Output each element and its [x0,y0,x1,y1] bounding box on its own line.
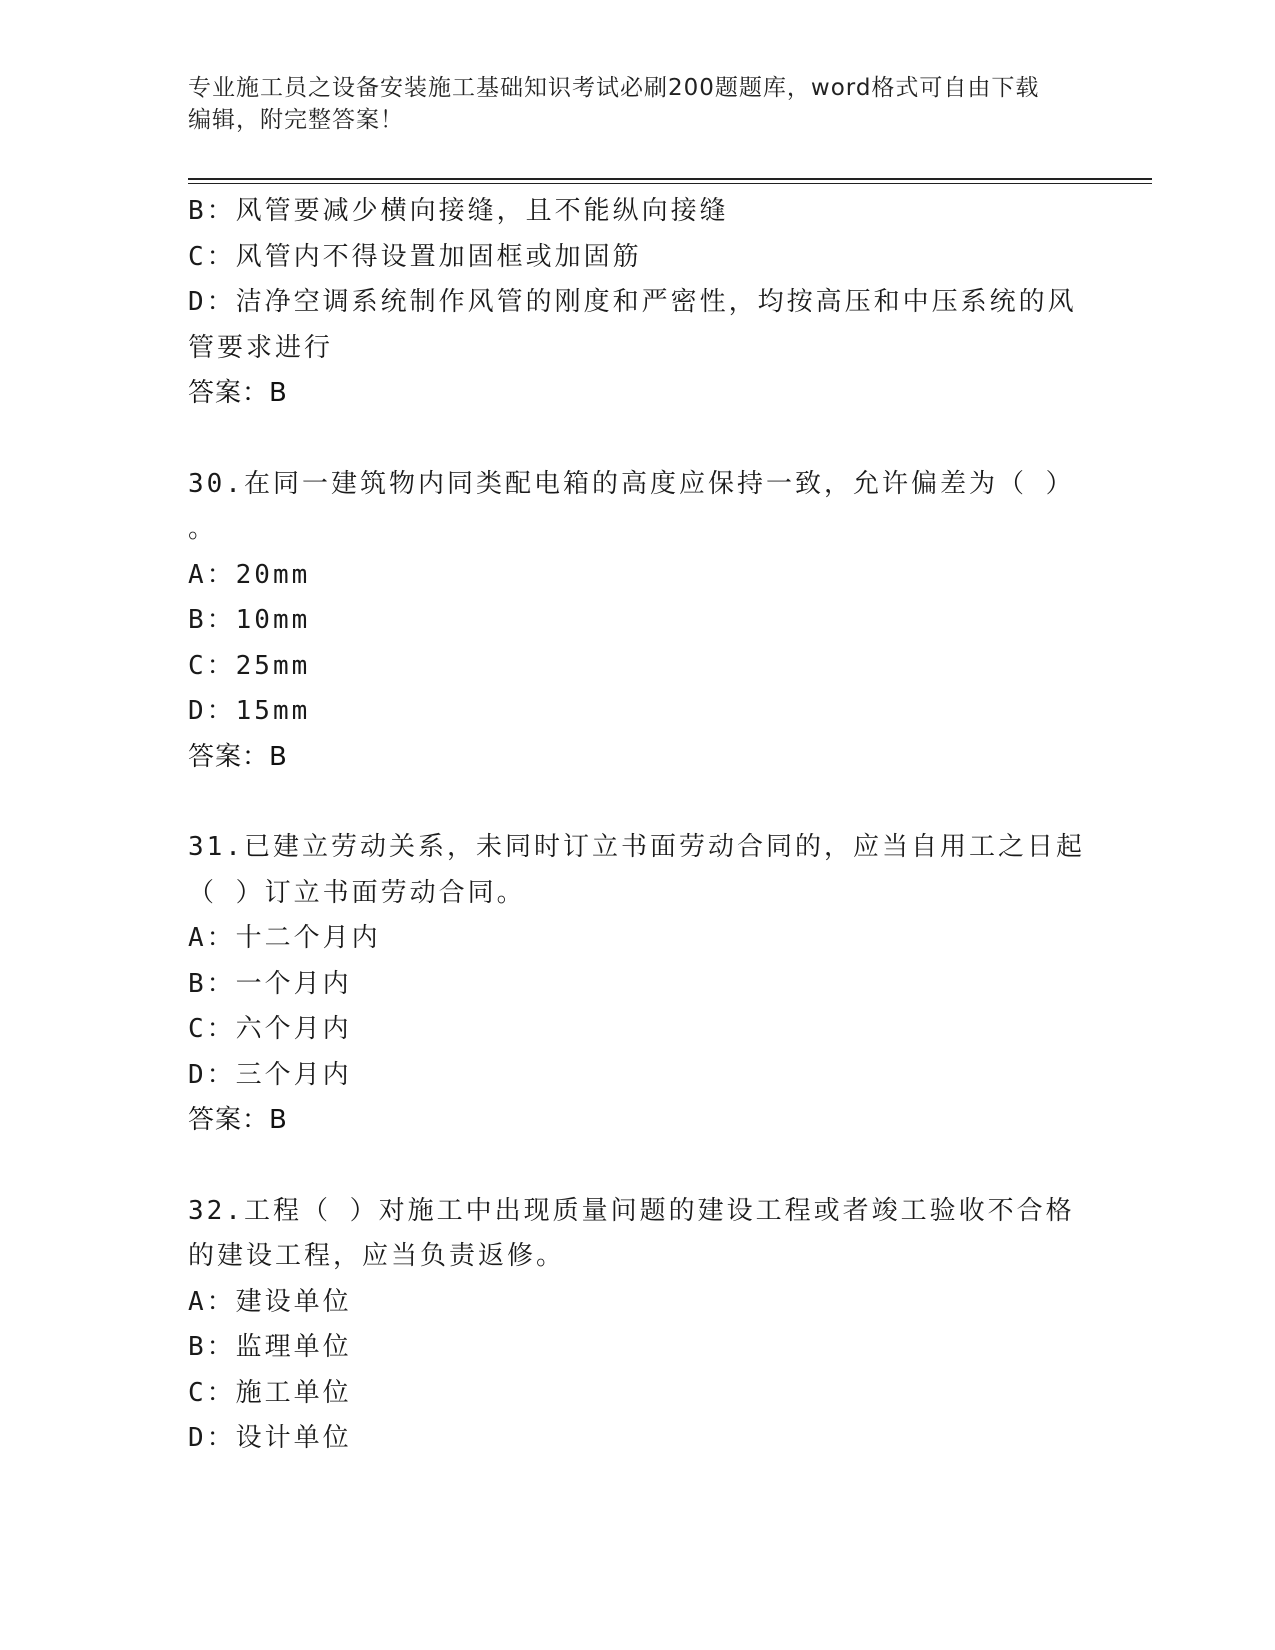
spacer [188,1144,1088,1189]
option-d-continued: 管要求进行 [188,332,334,363]
option-c: C：风管内不得设置加固框或加固筋 [188,241,642,272]
option-d: D：15mm [188,696,311,726]
option-c: C：施工单位 [188,1377,352,1408]
question-list [188,189,1088,1462]
question-title-continued: 的建设工程，应当负责返修。 [188,1241,566,1271]
question-31 [188,825,1088,1144]
header-title-line-2: 编辑，附完整答案！ [188,107,404,133]
header-rule-thin [188,183,1152,184]
question-title-continued: （ ）订立书面劳动合同。 [188,877,526,908]
option-b: B：一个月内 [188,968,352,999]
answer: 答案：B [188,741,288,772]
header-rule-thick [188,178,1152,180]
question-29 [188,189,1088,417]
answer: 答案：B [188,1105,288,1135]
document-header [188,72,1068,136]
option-a: A：建设单位 [188,1286,352,1317]
option-b: B：监理单位 [188,1332,352,1362]
header-title-line-1: 专业施工员之设备安装施工基础知识考试必刷200题题库，word格式可自由下载 [188,75,1040,101]
option-b: B：10mm [188,605,311,635]
question-title: 32.工程（ ）对施工中出现质量问题的建设工程或者竣工验收不合格 [188,1195,1075,1226]
question-title-continued: 。 [188,514,218,544]
option-b: B：风管要减少横向接缝，且不能纵向接缝 [188,196,729,226]
option-d: D：设计单位 [188,1423,352,1453]
question-title: 30.在同一建筑物内同类配电箱的高度应保持一致，允许偏差为（ ） [188,468,1075,499]
option-d: D：洁净空调系统制作风管的刚度和严密性，均按高压和中压系统的风 [188,287,1077,317]
option-c: C：六个月内 [188,1014,352,1044]
question-title: 31.已建立劳动关系，未同时订立书面劳动合同的，应当自用工之日起 [188,832,1085,862]
option-a: A：十二个月内 [188,923,381,953]
question-32 [188,1189,1088,1462]
question-30 [188,462,1088,781]
spacer [188,780,1088,825]
option-c: C：25mm [188,650,311,681]
option-d: D：三个月内 [188,1059,352,1090]
answer: 答案：B [188,378,288,408]
spacer [188,417,1088,462]
option-a: A：20mm [188,559,311,590]
